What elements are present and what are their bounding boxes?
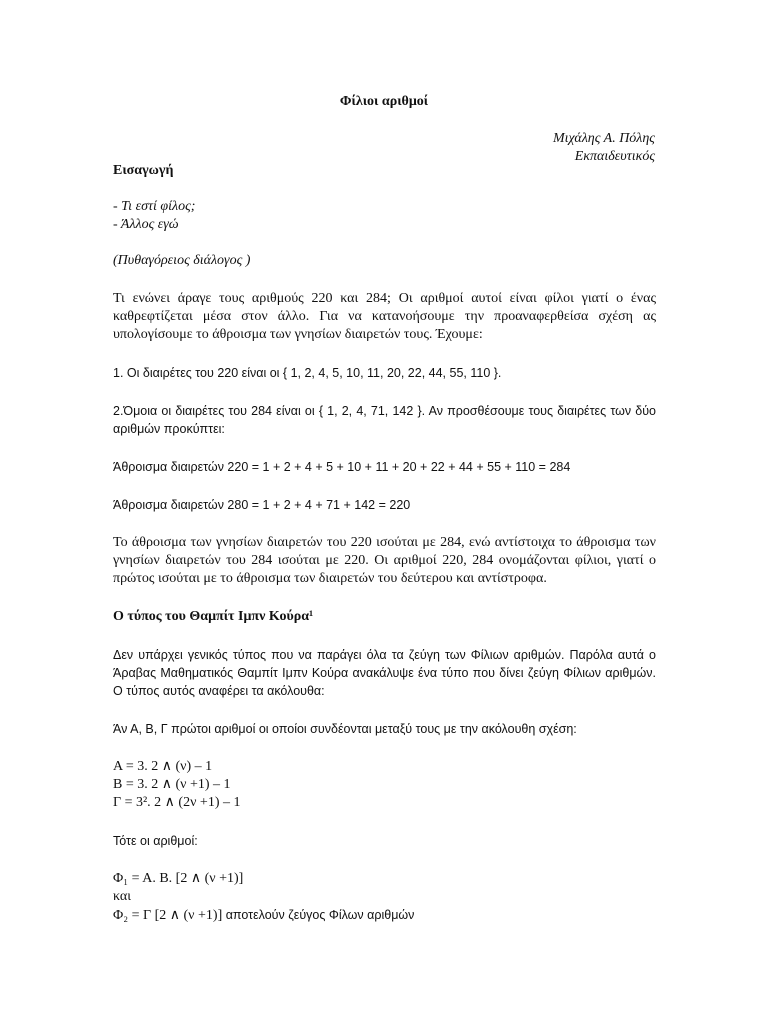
phi2-line [113, 906, 656, 925]
formula-a: Α = 3. 2 ∧ (ν) – 1 [113, 759, 213, 774]
section-heading-thabit: Ο τύπος του Θαμπίτ Ιμπν Κούρα¹ [113, 609, 314, 624]
dialogue-line-2: - Άλλος εγώ [113, 217, 179, 232]
document-body [113, 162, 656, 925]
document-title: Φίλιοι αριθμοί [339, 94, 429, 109]
divisors-item-1: 1. Οι διαιρέτες του 220 είναι οι { 1, 2, 4, 5, 10, 11, 20, 22, 44, 55, 110 }. [113, 366, 502, 380]
intro-heading: Εισαγωγή [113, 163, 174, 178]
author-role: Εκπαιδευτικός [574, 149, 655, 164]
paragraph-3: Δεν υπάρχει γενικός τύπος που να παράγει όλα τα ζεύγη των Φίλιων αριθμών. Παρόλα αυτά ο Άραβας Μαθηματικός Θαμπίτ Ιμπν Κούρα ανακάλυψε ένα τύπο που δίνει ζεύγη Φίλιων αριθμών. Ο τύπος αυτός αναφέρει τα ακόλουθα: [113, 648, 656, 698]
formula-phi2: Φ₂ = Γ [2 ∧ (ν +1)] [113, 908, 223, 923]
paragraph-1: Τι ενώνει άραγε τους αριθμούς 220 και 284; Οι αριθμοί αυτοί είναι φίλοι γιατί ο ένας καθρεφτίζεται μέσα στον άλλο. Για να κατανοήσουμε την προαναφερθείσα σχέση ας υπολογίσουμε το άθροισμα των γνησίων διαιρετών τους. Έχουμε: [113, 291, 656, 342]
paragraph-2: Το άθροισμα των γνησίων διαιρετών του 220 ισούται με 284, ενώ αντίστοιχα το άθροισμα των γνησίων διαιρετών του 284 ισούται με 220. Οι αριθμοί 220, 284 ονομάζονται φίλιοι, γιατί ο πρώτος ισούται με το άθροισμα των διαιρετών του δεύτερου και αντίστροφα. [113, 535, 656, 586]
and-text: και [113, 889, 132, 904]
divisor-sum-220: Άθροισμα διαιρετών 220 = 1 + 2 + 4 + 5 + 10 + 11 + 20 + 22 + 44 + 55 + 110 = 284 [113, 460, 571, 474]
author-name: Μιχάλης Α. Πόλης [552, 131, 655, 146]
paragraph-4: Άν Α, Β, Γ πρώτοι αριθμοί οι οποίοι συνδέονται μεταξύ τους με την ακόλουθη σχέση: [113, 722, 577, 736]
author-block [553, 130, 655, 166]
then-text: Τότε οι αριθμοί: [113, 834, 198, 848]
formula-c: Γ = 3². 2 ∧ (2ν +1) – 1 [113, 795, 241, 810]
formula-b: Β = 3. 2 ∧ (ν +1) – 1 [113, 777, 231, 792]
divisor-sum-280: Άθροισμα διαιρετών 280 = 1 + 2 + 4 + 71 + 142 = 220 [113, 498, 411, 512]
formula-phi1: Φ₁ = Α. Β. [2 ∧ (ν +1)] [113, 871, 244, 886]
divisors-item-2: 2.Όμοια οι διαιρέτες του 284 είναι οι { 1, 2, 4, 71, 142 }. Αν προσθέσουμε τους διαιρέτες των δύο αριθμών προκύπτει: [113, 404, 656, 436]
dialogue-line-1: - Τι εστί φίλος; [113, 199, 196, 214]
phi2-description: αποτελούν ζεύγος Φίλων αριθμών [222, 908, 415, 922]
dialogue-source: (Πυθαγόρειος διάλογος ) [113, 253, 251, 268]
